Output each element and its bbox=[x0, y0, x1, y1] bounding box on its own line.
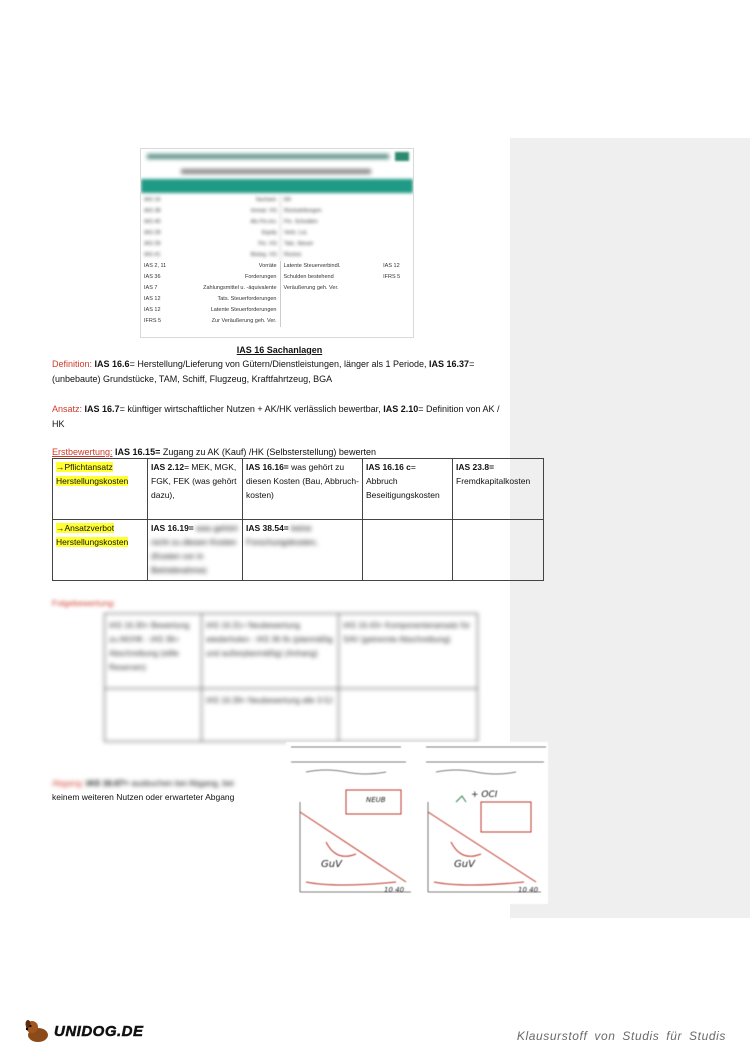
table-cell bbox=[148, 520, 243, 581]
embed-table-row bbox=[141, 272, 413, 283]
embed-table-cell: IFRS 5 bbox=[383, 274, 401, 280]
cell-text: Fremdkapitalkosten bbox=[456, 476, 531, 486]
cell-text: = MEK, MGK, FGK, FEK (was gehört dazu), bbox=[151, 462, 237, 500]
embed-table-cell bbox=[383, 283, 413, 294]
cell-ref: IAS 23.8= bbox=[456, 462, 495, 472]
table-row bbox=[53, 520, 544, 581]
embed-table-cell bbox=[383, 305, 413, 316]
embed-table-cell: IAS 7 bbox=[144, 285, 158, 291]
cell-ref: IAS 16.16 c bbox=[366, 462, 411, 472]
table-cell bbox=[363, 520, 453, 581]
embed-table-row bbox=[141, 305, 413, 316]
erstbewertung-table bbox=[52, 458, 544, 581]
svg-text:+ OCI: + OCI bbox=[471, 790, 498, 800]
cell-ref: IAS 2.12 bbox=[151, 462, 185, 472]
embed-table-cell: Tats. Steuerforderungen bbox=[189, 294, 281, 305]
svg-text:10 40: 10 40 bbox=[384, 886, 405, 894]
cell-text: = Abbruch Beseitigungskosten bbox=[366, 462, 440, 500]
table-cell: IAS 16.30= Bewertung zu AK/HK - IAS 36= Abschreibung (stille Reserven) bbox=[105, 614, 202, 689]
table-cell bbox=[453, 520, 544, 581]
logo-wordmark: UNIDOG.DE bbox=[54, 1022, 144, 1040]
embed-table-cell: Zahlungsmittel u. -äquivalente bbox=[189, 283, 281, 294]
dog-mascot-icon bbox=[24, 1018, 50, 1044]
cell-text: was gehört zu diesen Kosten (Bau, Abbruch-kosten) bbox=[246, 462, 359, 500]
cell-ref: IAS 16.16= bbox=[246, 462, 289, 472]
unidog-logo bbox=[24, 1018, 144, 1044]
table-cell bbox=[53, 459, 148, 520]
embed-table-cell bbox=[281, 316, 384, 327]
erst-text: Zugang zu AK (Kauf) /HK (Selbsterstellung) bewerten bbox=[162, 447, 376, 457]
table-cell: IAS 16.39= Neubewertung alle 3-5J bbox=[202, 689, 339, 742]
embedded-balance-table-image bbox=[140, 148, 414, 338]
definition-text-2: = (unbebaute) Grundstücke, TAM, Schiff, Flugzeug, Kraftfahrtzeug, BGA bbox=[52, 359, 475, 384]
embed-title-bar bbox=[141, 149, 413, 163]
table-cell bbox=[53, 520, 148, 581]
definition-text-1: = Herstellung/Lieferung von Gütern/Dienstleistungen, länger als 1 Periode, bbox=[129, 359, 427, 369]
handwritten-depreciation-sketch bbox=[286, 742, 548, 904]
section-heading: IAS 16 Sachanlagen bbox=[236, 345, 323, 355]
abgang-text-1: ausbuchen bei Abgang, bei bbox=[131, 778, 234, 788]
definition-label: Definition: bbox=[52, 359, 93, 369]
folgebewertung-table bbox=[104, 613, 478, 742]
cell-ref: IAS 16.19= bbox=[151, 523, 194, 533]
embed-table-cell: IAS 12 bbox=[383, 263, 400, 269]
embed-table-cell: IFRS 5 bbox=[144, 318, 162, 324]
pflichtansatz-label: →Pflichtansatz Herstellungskosten bbox=[56, 462, 129, 486]
table-cell bbox=[105, 689, 202, 742]
cell-text: was gehört nicht zu diesen Kosten (Kosten vor in Betriebnahme) bbox=[151, 523, 238, 575]
footer-tagline: Klausurstoff von Studis für Studis bbox=[516, 1029, 726, 1043]
embed-table-cell: IAS 2, 11 bbox=[144, 263, 167, 269]
svg-text:GuV: GuV bbox=[454, 859, 475, 870]
embed-table-cell: IAS 12 bbox=[144, 307, 161, 313]
definition-ref-1: IAS 16.6 bbox=[94, 359, 130, 369]
table-cell bbox=[453, 459, 544, 520]
embed-table-cell: IAS 12 bbox=[144, 296, 161, 302]
embed-subtitle bbox=[181, 169, 371, 174]
ansatz-paragraph bbox=[52, 402, 507, 432]
cell-text: keine Forschungskosten, bbox=[246, 523, 318, 547]
table-row bbox=[105, 614, 478, 689]
embed-rows: IAS 16 Sachanl. EK IAS 38 Immat. VG Rückstellungen IAS 40 Als Fin.inv. Fin. Schulden IAS 28 Equity Verb. LuL IAS 39 Fin. VG Tats. Steuer IAS 41 Biolog. VG Rückst. IAS 2, 11 Vorräte Latente Steuerverbindl. IAS 12 IAS 36 Forderungen Schulden bestehend IFRS 5 IAS 7 Zahlungsmittel u. -äquivalente Veräußerung geh. Ver. IAS 12 Tats. Steuerforderungen IAS 12 Latente Steuerforderungen IFRS 5 Zur Veräußerung geh. Ver. bbox=[141, 195, 413, 327]
embed-table-cell: Schulden bestehend bbox=[283, 274, 334, 280]
ansatz-text-2: = Definition von AK / HK bbox=[52, 404, 500, 429]
table-cell bbox=[363, 459, 453, 520]
ansatzverbot-label: →Ansatzverbot Herstellungskosten bbox=[56, 523, 129, 547]
definition-paragraph bbox=[52, 357, 507, 387]
embed-table-cell: Forderungen bbox=[189, 272, 281, 283]
embed-header-row bbox=[141, 179, 413, 193]
ansatz-ref-1: IAS 16.7 bbox=[84, 404, 120, 414]
svg-text:GuV: GuV bbox=[321, 859, 342, 870]
abgang-paragraph bbox=[52, 776, 234, 804]
ansatz-label: Ansatz: bbox=[52, 404, 83, 414]
folgebewertung-label: Folgebewertung: bbox=[52, 598, 116, 608]
embed-table-row bbox=[141, 294, 413, 305]
embed-table-cell bbox=[281, 294, 384, 305]
embed-table-cell: Latente Steuerverbindl. bbox=[283, 263, 341, 269]
table-cell bbox=[339, 689, 478, 742]
table-cell: IAS 16.43= Komponentenansatz für SAV (getrennte Abschreibung) bbox=[339, 614, 478, 689]
embed-table-cell bbox=[383, 294, 413, 305]
embed-table-row bbox=[141, 283, 413, 294]
erst-label: Erstbewertung: bbox=[52, 447, 113, 457]
cell-ref: IAS 38.54= bbox=[246, 523, 289, 533]
table-row bbox=[105, 689, 478, 742]
ansatz-text-1: = künftiger wirtschaftlicher Nutzen + AK/HK verlässlich bewertbar, bbox=[119, 404, 381, 414]
table-cell bbox=[243, 459, 363, 520]
embed-table-cell bbox=[383, 316, 413, 327]
embed-table-cell: Veräußerung geh. Ver. bbox=[283, 285, 339, 291]
svg-text:10 40: 10 40 bbox=[518, 886, 539, 894]
abgang-label: Abgang: bbox=[52, 778, 84, 788]
abgang-ref: IAS 16.67= bbox=[86, 778, 129, 788]
erst-ref: IAS 16.15= bbox=[115, 447, 161, 457]
embed-table-row bbox=[141, 316, 413, 327]
embed-table-row bbox=[141, 261, 413, 272]
embed-table-cell: IAS 36 bbox=[144, 274, 161, 280]
svg-text:NEUB: NEUB bbox=[366, 796, 386, 804]
embed-table-cell: Latente Steuerforderungen bbox=[189, 305, 281, 316]
table-cell bbox=[148, 459, 243, 520]
embed-table-cell: Zur Veräußerung geh. Ver. bbox=[189, 316, 281, 327]
table-cell: IAS 16.31= Neubewertung wiederholen - IAS 36 ifs (planmäßig und außerplanmäßig) (Anhang) bbox=[202, 614, 339, 689]
definition-ref-2: IAS 16.37 bbox=[429, 359, 470, 369]
abgang-text-2: keinem weiteren Nutzen oder erwarteter Abgang bbox=[52, 792, 235, 802]
embed-table-cell: Vorräte bbox=[189, 261, 281, 272]
table-row bbox=[53, 459, 544, 520]
ansatz-ref-2: IAS 2.10 bbox=[383, 404, 419, 414]
embed-table-cell bbox=[281, 305, 384, 316]
table-cell bbox=[243, 520, 363, 581]
